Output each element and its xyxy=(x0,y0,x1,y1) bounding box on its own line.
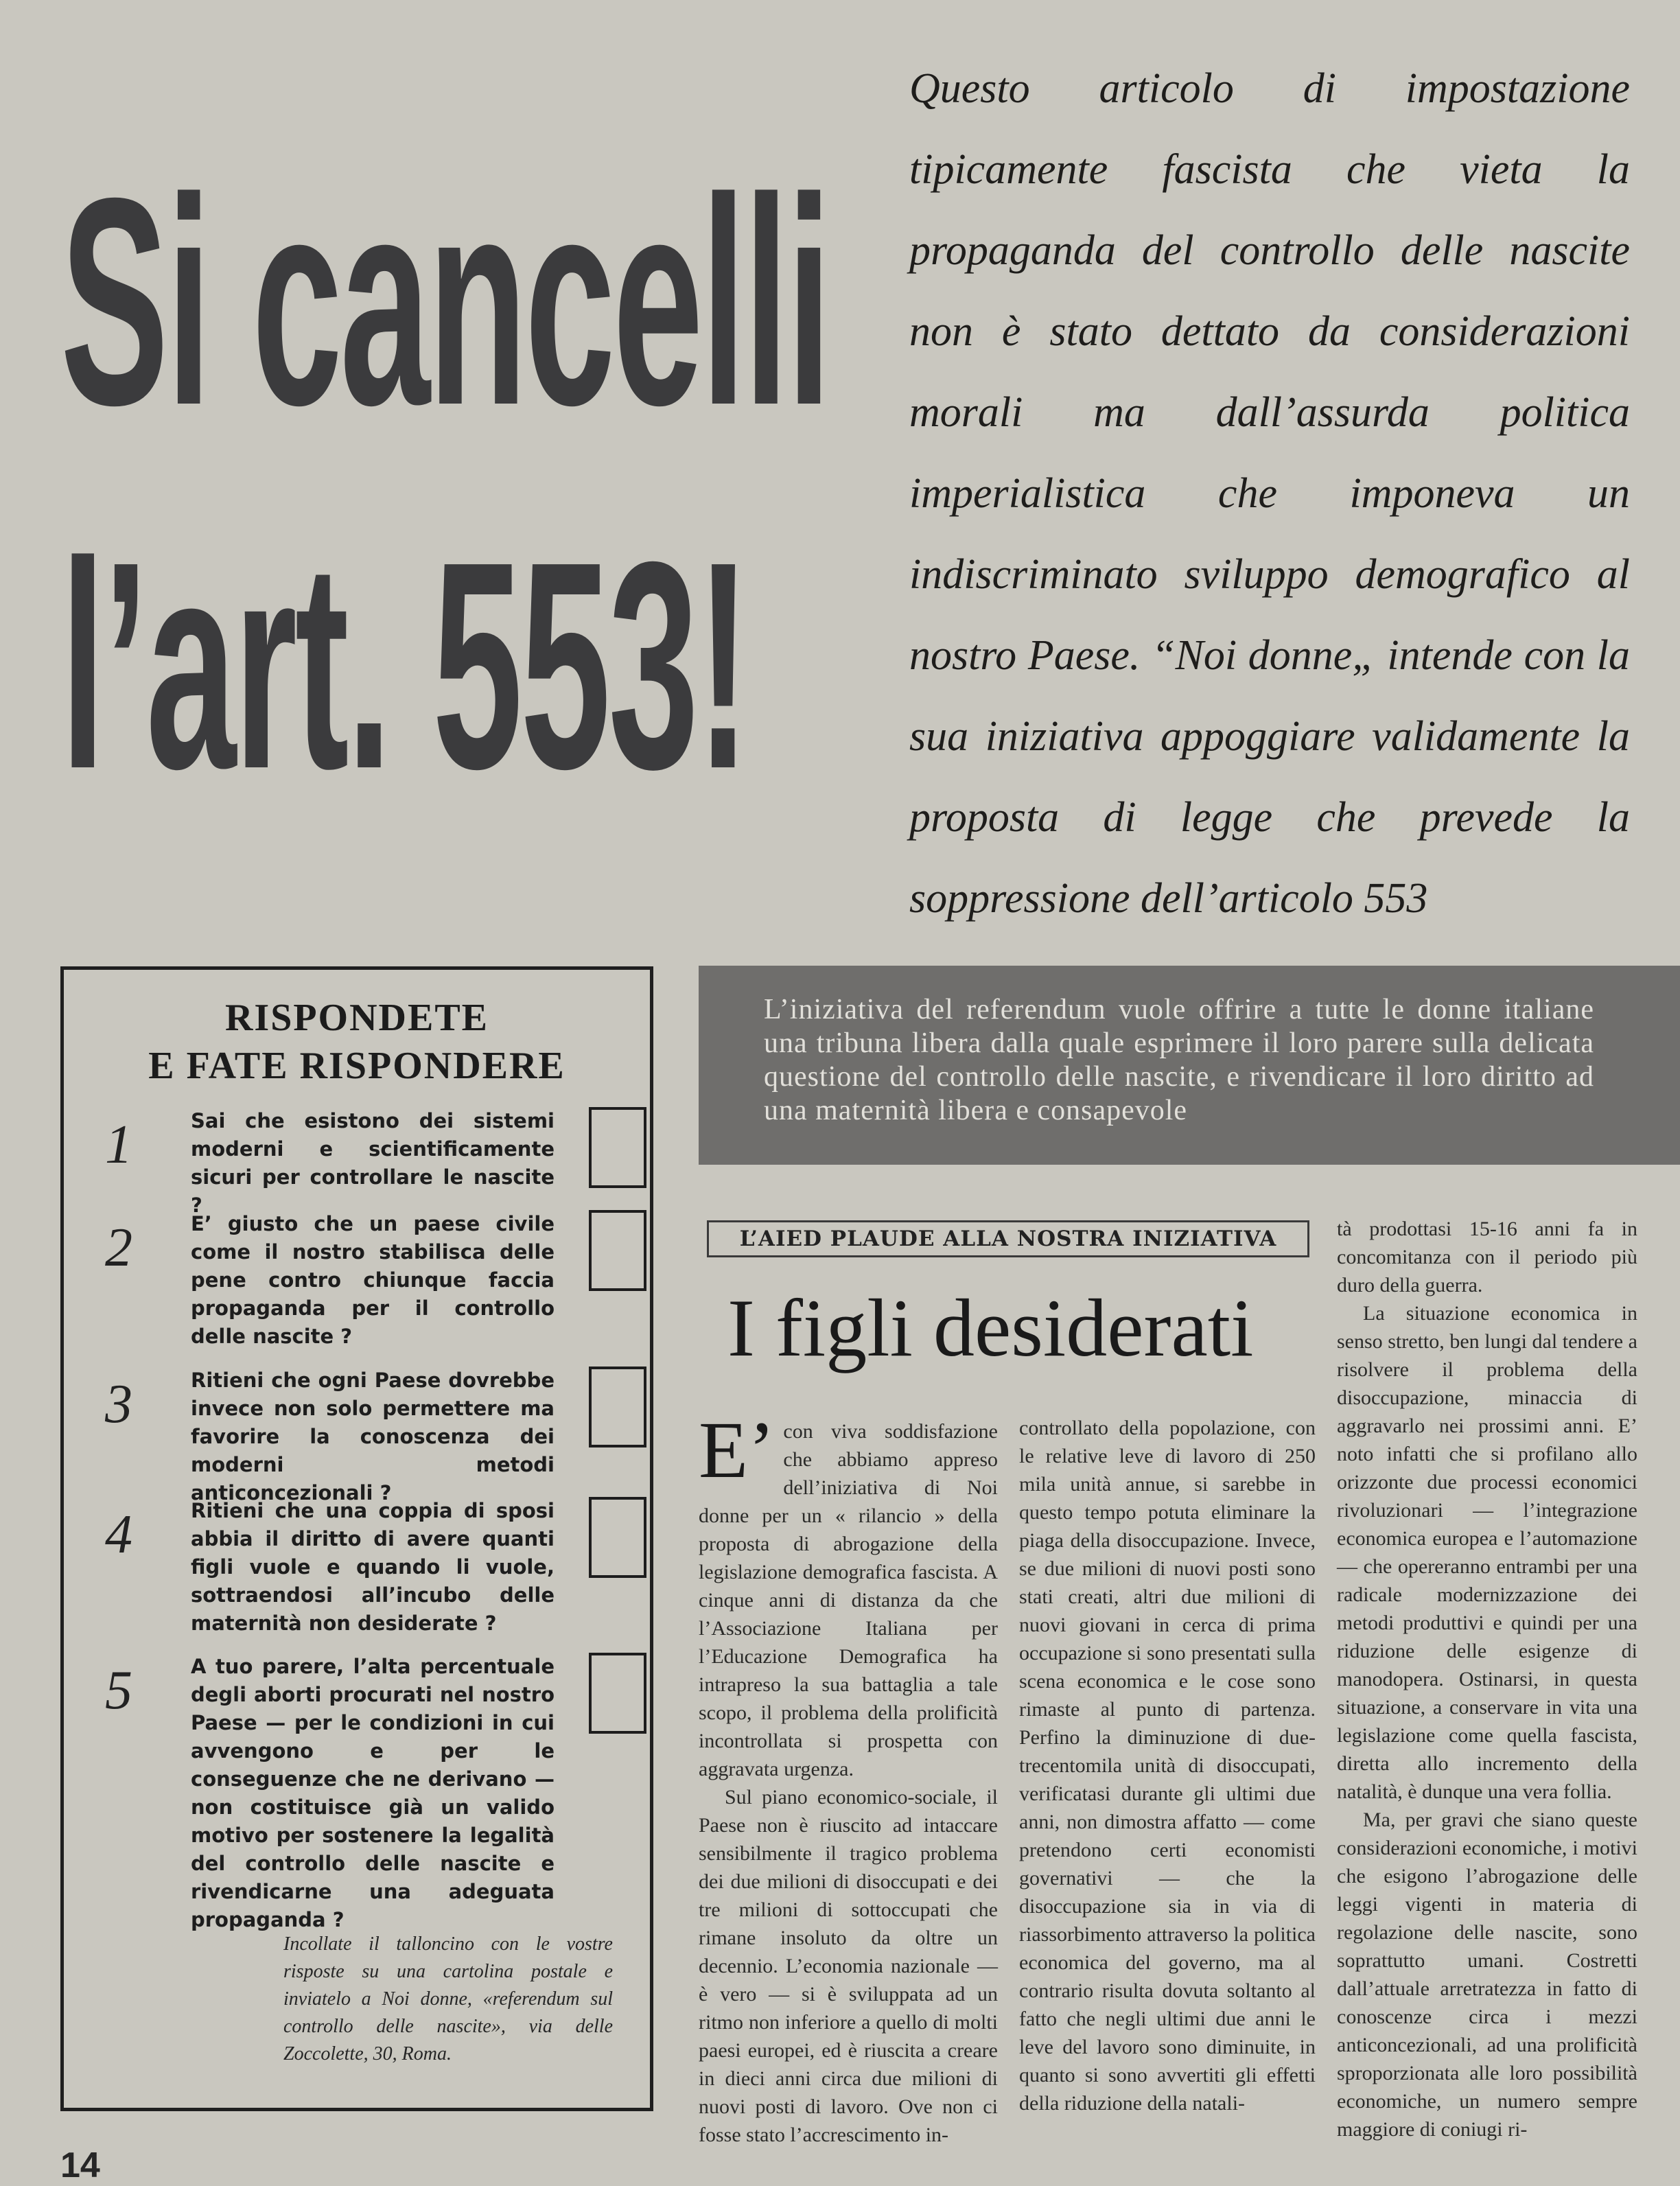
question-text: Ritieni che una coppia di sposi abbia il diritto di avere quanti figli vuole e quando li vuole, sottraendosi all’incubo delle maternità non desiderate ? xyxy=(191,1499,555,1635)
question-number: 2 xyxy=(105,1218,132,1278)
question-text: E’ giusto che un paese civile come il nostro stabilisca delle pene contro chiunque faccia propaganda per il controllo delle nascite ? xyxy=(191,1212,555,1348)
headline xyxy=(60,137,830,885)
column-1-paragraph-2: Sul piano economico-sociale, il Paese non è riuscito ad intaccare sensibilmente il tragico problema dei due milioni di disoccupati e dei tre milioni di sottoccupati che rimane insoluto da oltre un decennio. L’economia nazionale — è vero — si è sviluppata ad un ritmo non inferiore a quello di molti paesi europei, ed è riuscita a creare in dieci anni circa due milioni di nuovi posti di lavoro. Ove non ci fosse stato l’accrescimento in- xyxy=(699,1786,998,2146)
answer-checkbox-1[interactable] xyxy=(589,1107,646,1188)
banner-text: L’iniziativa del referendum vuole offrire a tutte le donne italiane una tribuna libera dalla quale esprimere il loro parere sulla delicata questione del controllo delle nascite, e rivendicare il loro diritto ad una maternità libera e consapevole xyxy=(764,994,1594,1126)
column-3-paragraph-2: La situazione economica in senso stretto, ben lungi dal tendere a risolvere il problema della disoccupazione, minaccia di aggravarlo nei prossimi anni. E’ noto infatti che si profilano allo orizzonte due processi economici rivoluzionari — l’integrazione economica europea e l’automazione — che opereranno entrambi per una radicale modernizzazione dei metodi produttivi e quindi per una riduzione delle esigenze di manodopera. Ostinarsi, in questa situazione, a conservare in vita una legislazione come quella fascista, diretta allo incremento della natalità, è dunque una vera follia. xyxy=(1337,1302,1637,1803)
question-text: A tuo parere, l’alta percentuale degli aborti procurati nel nostro Paese — per le condizioni in cui avvengono e per le conseguenze che ne derivano — non costituisce già un valido motivo per sostenere la legalità del controllo delle nascite e rivendicarne una adeguata propaganda ? xyxy=(191,1655,555,1931)
question-text: Sai che esistono dei sistemi moderni e scientificamente sicuri per controllare le nascite ? xyxy=(191,1109,555,1217)
article-column-2 xyxy=(1019,1414,1316,2117)
answer-checkbox-3[interactable] xyxy=(589,1367,646,1447)
column-3-paragraph-3: Ma, per gravi che siano queste considerazioni economiche, i motivi che esigono l’abrogazione delle leggi vigenti in materia di regolazione delle nascite, sono soprattutto umani. Costretti dall’attuale arretratezza in fatto di conoscenze circa i mezzi anticoncezionali, ad una prolificità sproporzionata alle loro possibilità economiche, un numero sempre maggiore di coniugi ri- xyxy=(1337,1809,1637,2141)
box-title-line-1: RISPONDETE xyxy=(224,997,489,1039)
column-2-paragraph-1: controllato della popolazione, con le relative leve di lavoro di 250 mila unità annue, si sarebbe in questo tempo potuta eliminare la piaga della disoccupazione. Invece, se due milioni di nuovi posti sono stati creati, altri due milioni di nuovi giovani in cerca di prima occupazione si sono presentati sulla scena economica e le cose sono rimaste al punto di partenza. Perfino la diminuzione di due-trecentomila unità di disoccupati, verificatasi durante gli ultimi due anni, non dimostra affatto — come pretendono certi economisti governativi — che la disoccupazione sia in via di riassorbimento attraverso la politica economica del governo, ma al contrario risulta dovuta soltanto al fatto che negli ultimi due anni le leve del lavoro sono diminuite, in quanto si sono avvertiti gli effetti della riduzione della natali- xyxy=(1019,1417,1316,2115)
referendum-box xyxy=(60,966,653,2111)
question-number: 5 xyxy=(105,1660,132,1721)
answer-checkbox-2[interactable] xyxy=(589,1210,646,1291)
question-number: 1 xyxy=(105,1115,132,1175)
box-instructions: Incollate il talloncino con le vostre risposte su una cartolina postale e inviatelo a Noi donne, «referendum sul controllo delle nascite», via delle Zoccolette, 30, Roma. xyxy=(283,1933,613,2065)
intro-paragraph: Questo articolo di impostazione tipicamente fascista che vieta la propaganda del controllo delle nascite non è stato dettato da considerazioni morali ma dall’assurda politica imperialistica che imponeva un indiscriminato sviluppo demografico al nostro Paese. “Noi donne„ intende con la sua iniziativa appoggiare validamente la proposta di legge che prevede la soppressione dell’articolo 553 xyxy=(909,65,1630,922)
article-title: I figli desiderati xyxy=(727,1282,1254,1373)
headline-line-2: l’art. 553! xyxy=(60,501,749,830)
drop-cap: E’ xyxy=(699,1405,775,1495)
question-number: 4 xyxy=(105,1504,132,1565)
column-3-paragraph-1: tà prodottasi 15-16 anni fa in concomitanza con il periodo più duro della guerra. xyxy=(1337,1218,1637,1297)
article-column-1 xyxy=(699,1405,998,2149)
column-1-paragraph-1: E’ con viva soddisfazione che abbiamo appreso dell’iniziativa di Noi donne per un « rilancio » della proposta di abrogazione della legislazione demografica fascista. A cinque anni di distanza da che l’Associazione Italiana per l’Educazione Demografica ha intrapreso la sua battaglia a tale scopo, il problema della prolificità incontrollata si prospetta con aggravata urgenza. xyxy=(699,1405,998,1780)
article-column-3 xyxy=(1337,1215,1637,2143)
article-kicker: L’AIED PLAUDE ALLA NOSTRA INIZIATIVA xyxy=(707,1220,1309,1257)
question-text: Ritieni che ogni Paese dovrebbe invece non solo permettere ma favorire la conoscenza dei moderni metodi anticoncezionali ? xyxy=(191,1369,555,1504)
question-number: 3 xyxy=(105,1374,132,1434)
answer-checkbox-4[interactable] xyxy=(589,1497,646,1578)
headline-line-1: Si cancelli xyxy=(60,137,830,467)
answer-checkbox-5[interactable] xyxy=(589,1653,646,1734)
box-title-line-2: E FATE RISPONDERE xyxy=(148,1045,565,1087)
referendum-banner xyxy=(699,966,1680,1165)
page-number: 14 xyxy=(60,2146,100,2185)
